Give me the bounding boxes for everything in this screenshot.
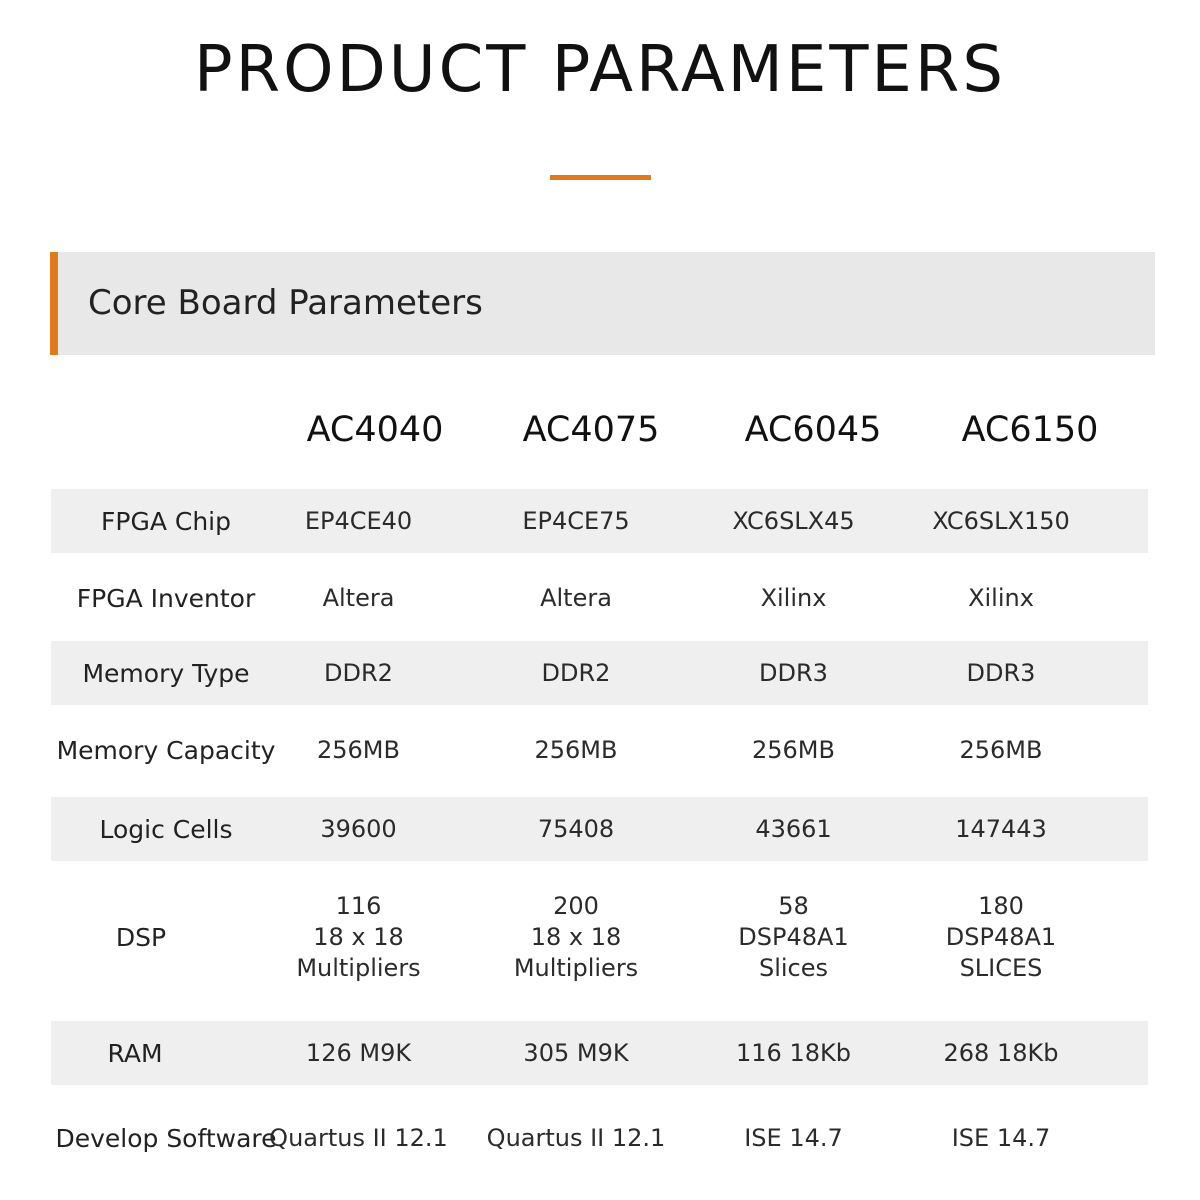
table-cell: Quartus II 12.1	[486, 1123, 666, 1152]
table-cell: Xilinx	[968, 583, 1034, 612]
table-cell: 305 M9K	[523, 1038, 629, 1067]
row-label: FPGA Inventor	[76, 583, 256, 613]
table-cell: 256MB	[752, 735, 835, 764]
table-cell: 200 18 x 18 Multipliers	[513, 891, 639, 982]
table-row	[51, 641, 1148, 705]
table-row	[51, 878, 1148, 996]
table-row	[51, 489, 1148, 553]
table-row	[51, 797, 1148, 861]
table-cell: 147443	[955, 814, 1047, 843]
table-cell: Altera	[540, 583, 612, 612]
title-underline	[550, 175, 651, 180]
model-header-ac4075: AC4075	[522, 410, 660, 450]
table-cell: XC6SLX45	[732, 506, 855, 535]
table-cell: XC6SLX150	[932, 506, 1070, 535]
model-header-ac6045: AC6045	[744, 410, 882, 450]
table-cell: ISE 14.7	[744, 1123, 843, 1152]
table-row	[51, 566, 1148, 630]
table-cell: DDR2	[541, 658, 611, 687]
table-cell: 75408	[537, 814, 615, 843]
section-title: Core Board Parameters	[88, 283, 483, 323]
table-cell: 116 18 x 18 Multipliers	[296, 891, 421, 982]
table-cell: EP4CE40	[304, 506, 413, 535]
row-label: Logic Cells	[99, 814, 233, 844]
table-cell: 58 DSP48A1 Slices	[738, 891, 849, 982]
row-label: RAM	[107, 1038, 163, 1068]
table-cell: 116 18Kb	[736, 1038, 851, 1067]
table-cell: DDR3	[966, 658, 1036, 687]
section-header	[50, 252, 1155, 355]
table-cell: Altera	[322, 583, 395, 612]
page-title: PRODUCT PARAMETERS	[194, 33, 1006, 107]
table-cell: 256MB	[534, 735, 618, 764]
table-cell: 126 M9K	[305, 1038, 412, 1067]
table-cell: ISE 14.7	[951, 1123, 1051, 1152]
table-cell: DDR2	[324, 658, 393, 687]
row-label: Memory Capacity	[56, 735, 276, 765]
table-cell: 256MB	[317, 735, 400, 764]
table-cell: 268 18Kb	[943, 1038, 1059, 1067]
row-label: Memory Type	[82, 658, 250, 688]
table-cell: 39600	[320, 814, 397, 843]
row-label: FPGA Chip	[101, 506, 231, 536]
table-cell: DDR3	[759, 658, 828, 687]
table-row	[51, 1106, 1148, 1170]
table-cell: 180 DSP48A1 SLICES	[945, 891, 1057, 982]
table-row	[51, 718, 1148, 782]
row-label: DSP	[115, 922, 167, 952]
row-label: Develop Software	[55, 1123, 277, 1153]
model-header-ac4040: AC4040	[306, 410, 444, 450]
table-cell: EP4CE75	[522, 506, 630, 535]
table-row	[51, 1021, 1148, 1085]
table-cell: Quartus II 12.1	[269, 1123, 448, 1152]
table-cell: 43661	[755, 814, 832, 843]
table-cell: Xilinx	[760, 583, 827, 612]
model-header-ac6150: AC6150	[961, 410, 1099, 450]
table-cell: 256MB	[959, 735, 1043, 764]
